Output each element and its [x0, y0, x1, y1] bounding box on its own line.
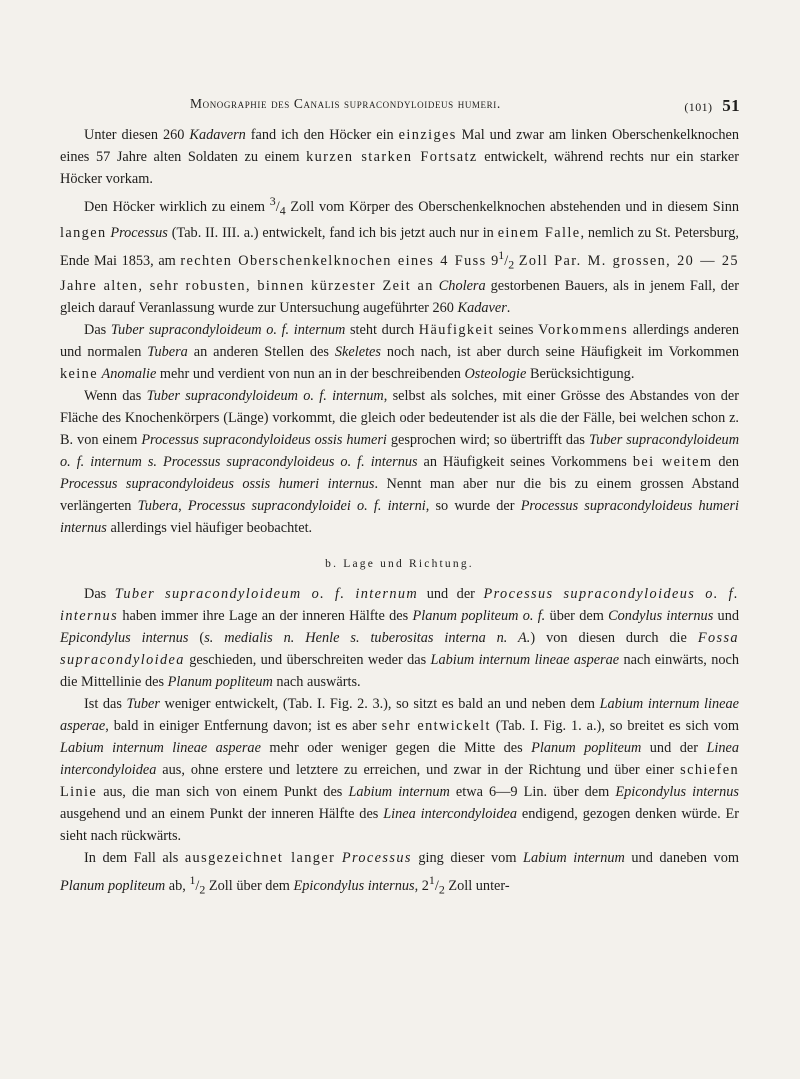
section-heading: b. Lage und Richtung. — [325, 558, 474, 571]
running-title: Monographie des Canalis supracondyloideus humeri. — [190, 96, 501, 111]
paragraph: Wenn das Tuber supracondyloideum o. f. internum, selbst als solches, mit einer Grösse des Abstandes von der Fläche des Knochenkörpers (Länge) vorkommt, die gleich oder bedeutender ist als die der Fälle, bei welchen schon z. B. von einem Processus supracondyloideus ossis humeri gesprochen wird; so übertrifft das Tuber supracondyloideum o. f. internum s. Processus supracondyloideus o. f. internus an Häufigkeit seines Vorkommens bei weitem den Processus supracondyloideus ossis humeri internus. Nennt man aber nur die bis zu einem grossen Abstand verlängerten Tubera, Processus supracondyloidei o. f. interni, so wurde der Processus supracondyloideus humeri internus allerdings viel häufiger beobachtet. — [60, 388, 740, 537]
paragraph: Das Tuber supracondyloideum o. f. internum und der Processus supracondyloideus o. f. internus haben immer ihre Lage an der inneren Hälfte des Planum popliteum o. f. über dem Condylus internus und Epicondylus internus (s. medialis n. Henle s. tuberositas interna n. A.) von diesen durch die Fossa supracondyloidea geschieden, und überschreiten weder das Labium internum lineae asperae nach einwärts, noch die Mittellinie des Planum popliteum nach auswärts. — [60, 586, 740, 691]
section-number: (101) — [684, 100, 713, 114]
page-number-block — [684, 96, 740, 116]
paragraph: Das Tuber supracondyloideum o. f. internum steht durch Häufigkeit seines Vorkommens allerdings anderen und normalen Tubera an anderen Stellen des Skeletes noch nach, ist aber durch seine Häufigkeit im Vorkommen keine Anomalie mehr und verdient von nun an in der beschreibenden Osteologie Berücksichtigung. — [60, 322, 739, 383]
running-header — [60, 96, 740, 118]
paragraph: In dem Fall als ausgezeichnet langer Processus ging dieser vom Labium internum und daneben vom Planum popliteum ab, $^1/_2$ Zoll über dem Epicondylus internus, $2^1/_2$ Zoll unter- — [60, 850, 739, 897]
paragraph: Unter diesen 260 Kadavern fand ich den Höcker ein einziges Mal und zwar am linken Oberschenkelknochen eines 57 Jahre alten Soldaten zu einem kurzen starken Fortsatz entwickelt, während rechts nur ein starker Höcker vorkam. — [60, 127, 739, 187]
paragraph: Den Höcker wirklich zu einem $^3/_4$ Zoll vom Körper des Oberschenkelknochen abstehenden und in diesem Sinn langen Processus (Tab. II. III. a.) entwickelt, fand ich bis jetzt auch nur in einem Falle, nemlich zu St. Petersburg, Ende Mai 1853, am rechten Oberschenkelknochen eines 4 Fuss $9^1/_2$ Zoll Par. M. grossen, 20 — 25 Jahre alten, sehr robusten, binnen kürzester Zeit an Cholera gestorbenen Bauers, als in jenem Fall, der gleich darauf Veranlassung wurde zur Untersuchung augeführter 260 Kadaver. — [60, 194, 739, 317]
page-number: 51 — [722, 96, 740, 115]
paragraph: Ist das Tuber weniger entwickelt, (Tab. I. Fig. 2. 3.), so sitzt es bald an und neben dem Labium internum lineae asperae, bald in einiger Entfernung davon; ist es aber sehr entwickelt (Tab. I. Fig. 1. a.), so breitet es sich vom Labium internum lineae asperae mehr oder weniger gegen die Mitte des Planum popliteum und der Linea intercondyloidea aus, ohne erstere und letztere zu erreichen, und zwar in der Richtung und über einer schiefen Linie aus, die man sich von einem Punkt des Labium internum etwa 6—9 Lin. über dem Epicondylus internus ausgehend und an einem Punkt der inneren Hälfte des Linea intercondyloidea endigend, gezogen denken würde. Er sieht nach rückwärts. — [60, 696, 740, 845]
body-text — [60, 124, 739, 901]
